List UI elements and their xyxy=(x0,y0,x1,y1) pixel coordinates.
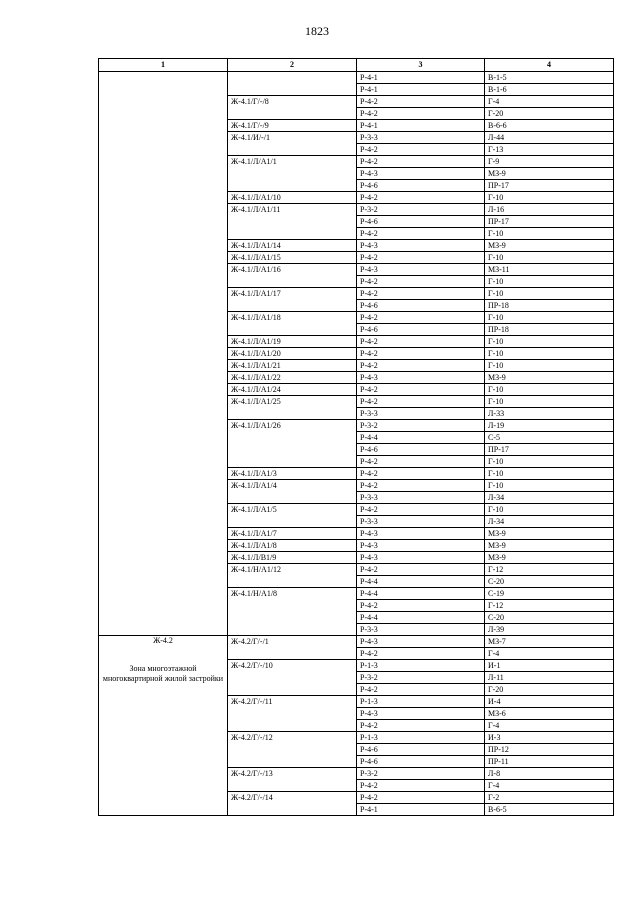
regulation-code-cell: Р-1-3 xyxy=(357,660,485,672)
subzone-code-cell: Ж-4.1/Л/А1/5 xyxy=(228,504,357,528)
parameter-code-cell: Г-4 xyxy=(485,780,614,792)
regulation-code-cell: Р-4-2 xyxy=(357,468,485,480)
subzone-code-cell: Ж-4.1/Л/А1/24 xyxy=(228,384,357,396)
parameter-code-cell: И-1 xyxy=(485,660,614,672)
subzone-code-cell: Ж-4.1/Н/А1/12 xyxy=(228,564,357,588)
column-header: 2 xyxy=(228,59,357,72)
regulation-code-cell: Р-4-2 xyxy=(357,360,485,372)
regulation-code-cell: Р-4-2 xyxy=(357,564,485,576)
parameter-code-cell: Г-4 xyxy=(485,96,614,108)
parameter-code-cell: ПР-18 xyxy=(485,300,614,312)
parameter-code-cell: В-1-6 xyxy=(485,84,614,96)
parameter-code-cell: Г-20 xyxy=(485,108,614,120)
parameter-code-cell: ПР-17 xyxy=(485,444,614,456)
parameter-code-cell: Г-10 xyxy=(485,504,614,516)
subzone-code-cell: Ж-4.1/Л/А1/17 xyxy=(228,288,357,312)
regulation-code-cell: Р-4-1 xyxy=(357,120,485,132)
subzone-code-cell: Ж-4.1/Л/А1/14 xyxy=(228,240,357,252)
parameter-code-cell: Л-34 xyxy=(485,492,614,504)
parameter-code-cell: Г-10 xyxy=(485,228,614,240)
regulation-code-cell: Р-4-1 xyxy=(357,72,485,84)
regulation-code-cell: Р-1-3 xyxy=(357,696,485,708)
regulation-code-cell: Р-4-3 xyxy=(357,552,485,564)
regulation-code-cell: Р-4-2 xyxy=(357,252,485,264)
regulation-code-cell: Р-4-6 xyxy=(357,756,485,768)
subzone-code-cell: Ж-4.2/Г/-/14 xyxy=(228,792,357,816)
regulation-code-cell: Р-4-6 xyxy=(357,744,485,756)
regulation-code-cell: Р-4-6 xyxy=(357,300,485,312)
regulation-code-cell: Р-4-2 xyxy=(357,276,485,288)
parameter-code-cell: Л-33 xyxy=(485,408,614,420)
column-header: 1 xyxy=(99,59,228,72)
regulation-code-cell: Р-4-3 xyxy=(357,264,485,276)
parameter-code-cell: Г-4 xyxy=(485,720,614,732)
parameter-code-cell: МЗ-9 xyxy=(485,240,614,252)
parameter-code-cell: Г-10 xyxy=(485,396,614,408)
zone-cell xyxy=(99,72,228,636)
regulation-code-cell: Р-4-1 xyxy=(357,84,485,96)
regulation-code-cell: Р-4-3 xyxy=(357,168,485,180)
subzone-code-cell: Ж-4.1/Л/А1/4 xyxy=(228,480,357,504)
regulation-code-cell: Р-4-3 xyxy=(357,636,485,648)
parameter-code-cell: Л-8 xyxy=(485,768,614,780)
regulation-code-cell: Р-4-2 xyxy=(357,336,485,348)
regulation-code-cell: Р-4-3 xyxy=(357,540,485,552)
subzone-code-cell: Ж-4.2/Г/-/11 xyxy=(228,696,357,732)
regulation-code-cell: Р-3-2 xyxy=(357,672,485,684)
regulation-code-cell: Р-3-2 xyxy=(357,768,485,780)
parameter-code-cell: В-1-5 xyxy=(485,72,614,84)
parameter-code-cell: Г-20 xyxy=(485,684,614,696)
subzone-code-cell: Ж-4.1/Л/В1/9 xyxy=(228,552,357,564)
subzone-code-cell: Ж-4.1/Г/-/9 xyxy=(228,120,357,132)
parameter-code-cell: С-20 xyxy=(485,576,614,588)
parameter-code-cell: ПР-17 xyxy=(485,180,614,192)
subzone-code-cell: Ж-4.1/Л/А1/15 xyxy=(228,252,357,264)
parameter-code-cell: МЗ-9 xyxy=(485,528,614,540)
zone-cell xyxy=(99,636,228,816)
regulation-code-cell: Р-3-2 xyxy=(357,204,485,216)
table-body xyxy=(99,72,614,816)
subzone-code-cell: Ж-4.2/Г/-/10 xyxy=(228,660,357,696)
regulation-code-cell: Р-4-2 xyxy=(357,720,485,732)
subzone-code-cell: Ж-4.2/Г/-/1 xyxy=(228,636,357,660)
regulation-code-cell: Р-4-6 xyxy=(357,216,485,228)
parameter-code-cell: Л-34 xyxy=(485,516,614,528)
column-header: 3 xyxy=(357,59,485,72)
parameter-code-cell: Л-39 xyxy=(485,624,614,636)
parameter-code-cell: Г-9 xyxy=(485,156,614,168)
parameter-code-cell: Л-44 xyxy=(485,132,614,144)
parameter-code-cell: Г-10 xyxy=(485,480,614,492)
subzone-code-cell: Ж-4.1/Л/А1/20 xyxy=(228,348,357,360)
regulation-code-cell: Р-4-2 xyxy=(357,96,485,108)
parameter-code-cell: В-6-6 xyxy=(485,120,614,132)
parameter-code-cell: Г-10 xyxy=(485,288,614,300)
parameter-code-cell: Г-13 xyxy=(485,144,614,156)
parameter-code-cell: Г-10 xyxy=(485,336,614,348)
column-header: 4 xyxy=(485,59,614,72)
subzone-code-cell: Ж-4.1/Л/А1/18 xyxy=(228,312,357,336)
parameter-code-cell: МЗ-9 xyxy=(485,372,614,384)
parameter-code-cell: Г-12 xyxy=(485,600,614,612)
subzone-code-cell: Ж-4.1/И/-/1 xyxy=(228,132,357,156)
table-header-row xyxy=(99,59,614,72)
regulation-code-cell: Р-4-2 xyxy=(357,480,485,492)
parameter-code-cell: Г-10 xyxy=(485,360,614,372)
table-row xyxy=(99,636,614,648)
page-number: 1823 xyxy=(305,24,329,38)
parameter-code-cell: Л-16 xyxy=(485,204,614,216)
regulation-code-cell: Р-4-2 xyxy=(357,456,485,468)
regulation-code-cell: Р-4-4 xyxy=(357,576,485,588)
regulation-code-cell: Р-4-2 xyxy=(357,144,485,156)
parameter-code-cell: ПР-17 xyxy=(485,216,614,228)
regulation-code-cell: Р-4-2 xyxy=(357,780,485,792)
parameter-code-cell: Г-10 xyxy=(485,384,614,396)
regulation-code-cell: Р-3-3 xyxy=(357,624,485,636)
subzone-code-cell: Ж-4.1/Л/А1/19 xyxy=(228,336,357,348)
regulation-code-cell: Р-4-2 xyxy=(357,192,485,204)
subzone-code-cell: Ж-4.1/Л/А1/8 xyxy=(228,540,357,552)
zone-code: Ж-4.2 xyxy=(153,636,173,645)
zoning-table xyxy=(98,58,614,816)
parameter-code-cell: МЗ-6 xyxy=(485,708,614,720)
subzone-code-cell: Ж-4.1/Л/А1/16 xyxy=(228,264,357,288)
parameter-code-cell: МЗ-7 xyxy=(485,636,614,648)
regulation-code-cell: Р-4-2 xyxy=(357,600,485,612)
parameter-code-cell: Г-2 xyxy=(485,792,614,804)
parameter-code-cell: В-6-5 xyxy=(485,804,614,816)
parameter-code-cell: Г-10 xyxy=(485,468,614,480)
regulation-code-cell: Р-4-3 xyxy=(357,240,485,252)
subzone-code-cell xyxy=(228,72,357,96)
parameter-code-cell: МЗ-9 xyxy=(485,540,614,552)
subzone-code-cell: Ж-4.2/Г/-/12 xyxy=(228,732,357,768)
parameter-code-cell: Г-10 xyxy=(485,348,614,360)
parameter-code-cell: Г-10 xyxy=(485,192,614,204)
regulation-code-cell: Р-3-2 xyxy=(357,420,485,432)
parameter-code-cell: Л-11 xyxy=(485,672,614,684)
regulation-code-cell: Р-3-3 xyxy=(357,132,485,144)
parameter-code-cell: МЗ-11 xyxy=(485,264,614,276)
regulation-code-cell: Р-4-2 xyxy=(357,648,485,660)
parameter-code-cell: Л-19 xyxy=(485,420,614,432)
subzone-code-cell: Ж-4.1/Л/А1/26 xyxy=(228,420,357,468)
zone-name: Зона многоэтажной многоквартирной жилой застройки xyxy=(102,664,224,683)
regulation-code-cell: Р-1-3 xyxy=(357,732,485,744)
parameter-code-cell: С-5 xyxy=(485,432,614,444)
regulation-code-cell: Р-4-3 xyxy=(357,528,485,540)
regulation-code-cell: Р-4-1 xyxy=(357,804,485,816)
parameter-code-cell: Г-10 xyxy=(485,276,614,288)
subzone-code-cell: Ж-4.1/Л/А1/10 xyxy=(228,192,357,204)
regulation-code-cell: Р-4-6 xyxy=(357,180,485,192)
regulation-code-cell: Р-4-4 xyxy=(357,612,485,624)
parameter-code-cell: Г-10 xyxy=(485,252,614,264)
subzone-code-cell: Ж-4.1/Л/А1/25 xyxy=(228,396,357,420)
subzone-code-cell: Ж-4.1/Н/А1/8 xyxy=(228,588,357,636)
parameter-code-cell: Г-12 xyxy=(485,564,614,576)
subzone-code-cell: Ж-4.1/Л/А1/22 xyxy=(228,372,357,384)
regulation-code-cell: Р-4-2 xyxy=(357,348,485,360)
regulation-code-cell: Р-3-3 xyxy=(357,516,485,528)
regulation-code-cell: Р-4-2 xyxy=(357,108,485,120)
subzone-code-cell: Ж-4.1/Г/-/8 xyxy=(228,96,357,120)
parameter-code-cell: ПР-12 xyxy=(485,744,614,756)
subzone-code-cell: Ж-4.1/Л/А1/21 xyxy=(228,360,357,372)
subzone-code-cell: Ж-4.1/Л/А1/7 xyxy=(228,528,357,540)
regulation-code-cell: Р-3-3 xyxy=(357,408,485,420)
parameter-code-cell: Г-10 xyxy=(485,456,614,468)
regulation-code-cell: Р-4-2 xyxy=(357,312,485,324)
regulation-code-cell: Р-4-2 xyxy=(357,792,485,804)
parameter-code-cell: Г-4 xyxy=(485,648,614,660)
regulation-code-cell: Р-4-2 xyxy=(357,396,485,408)
regulation-code-cell: Р-4-4 xyxy=(357,432,485,444)
regulation-code-cell: Р-4-2 xyxy=(357,156,485,168)
regulation-code-cell: Р-4-2 xyxy=(357,504,485,516)
parameter-code-cell: И-3 xyxy=(485,732,614,744)
parameter-code-cell: Г-10 xyxy=(485,312,614,324)
regulation-code-cell: Р-4-2 xyxy=(357,384,485,396)
subzone-code-cell: Ж-4.1/Л/А1/11 xyxy=(228,204,357,240)
regulation-code-cell: Р-4-6 xyxy=(357,444,485,456)
regulation-code-cell: Р-4-4 xyxy=(357,588,485,600)
parameter-code-cell: МЗ-9 xyxy=(485,168,614,180)
regulation-code-cell: Р-4-2 xyxy=(357,288,485,300)
parameter-code-cell: С-20 xyxy=(485,612,614,624)
subzone-code-cell: Ж-4.1/Л/А1/1 xyxy=(228,156,357,192)
regulation-code-cell: Р-4-2 xyxy=(357,228,485,240)
regulation-code-cell: Р-4-6 xyxy=(357,324,485,336)
regulation-code-cell: Р-3-3 xyxy=(357,492,485,504)
subzone-code-cell: Ж-4.1/Л/А1/3 xyxy=(228,468,357,480)
parameter-code-cell: И-4 xyxy=(485,696,614,708)
table-row xyxy=(99,72,614,84)
parameter-code-cell: ПР-11 xyxy=(485,756,614,768)
regulation-code-cell: Р-4-3 xyxy=(357,708,485,720)
parameter-code-cell: ПР-18 xyxy=(485,324,614,336)
parameter-code-cell: С-19 xyxy=(485,588,614,600)
parameter-code-cell: МЗ-9 xyxy=(485,552,614,564)
regulation-code-cell: Р-4-2 xyxy=(357,684,485,696)
regulation-code-cell: Р-4-3 xyxy=(357,372,485,384)
subzone-code-cell: Ж-4.2/Г/-/13 xyxy=(228,768,357,792)
